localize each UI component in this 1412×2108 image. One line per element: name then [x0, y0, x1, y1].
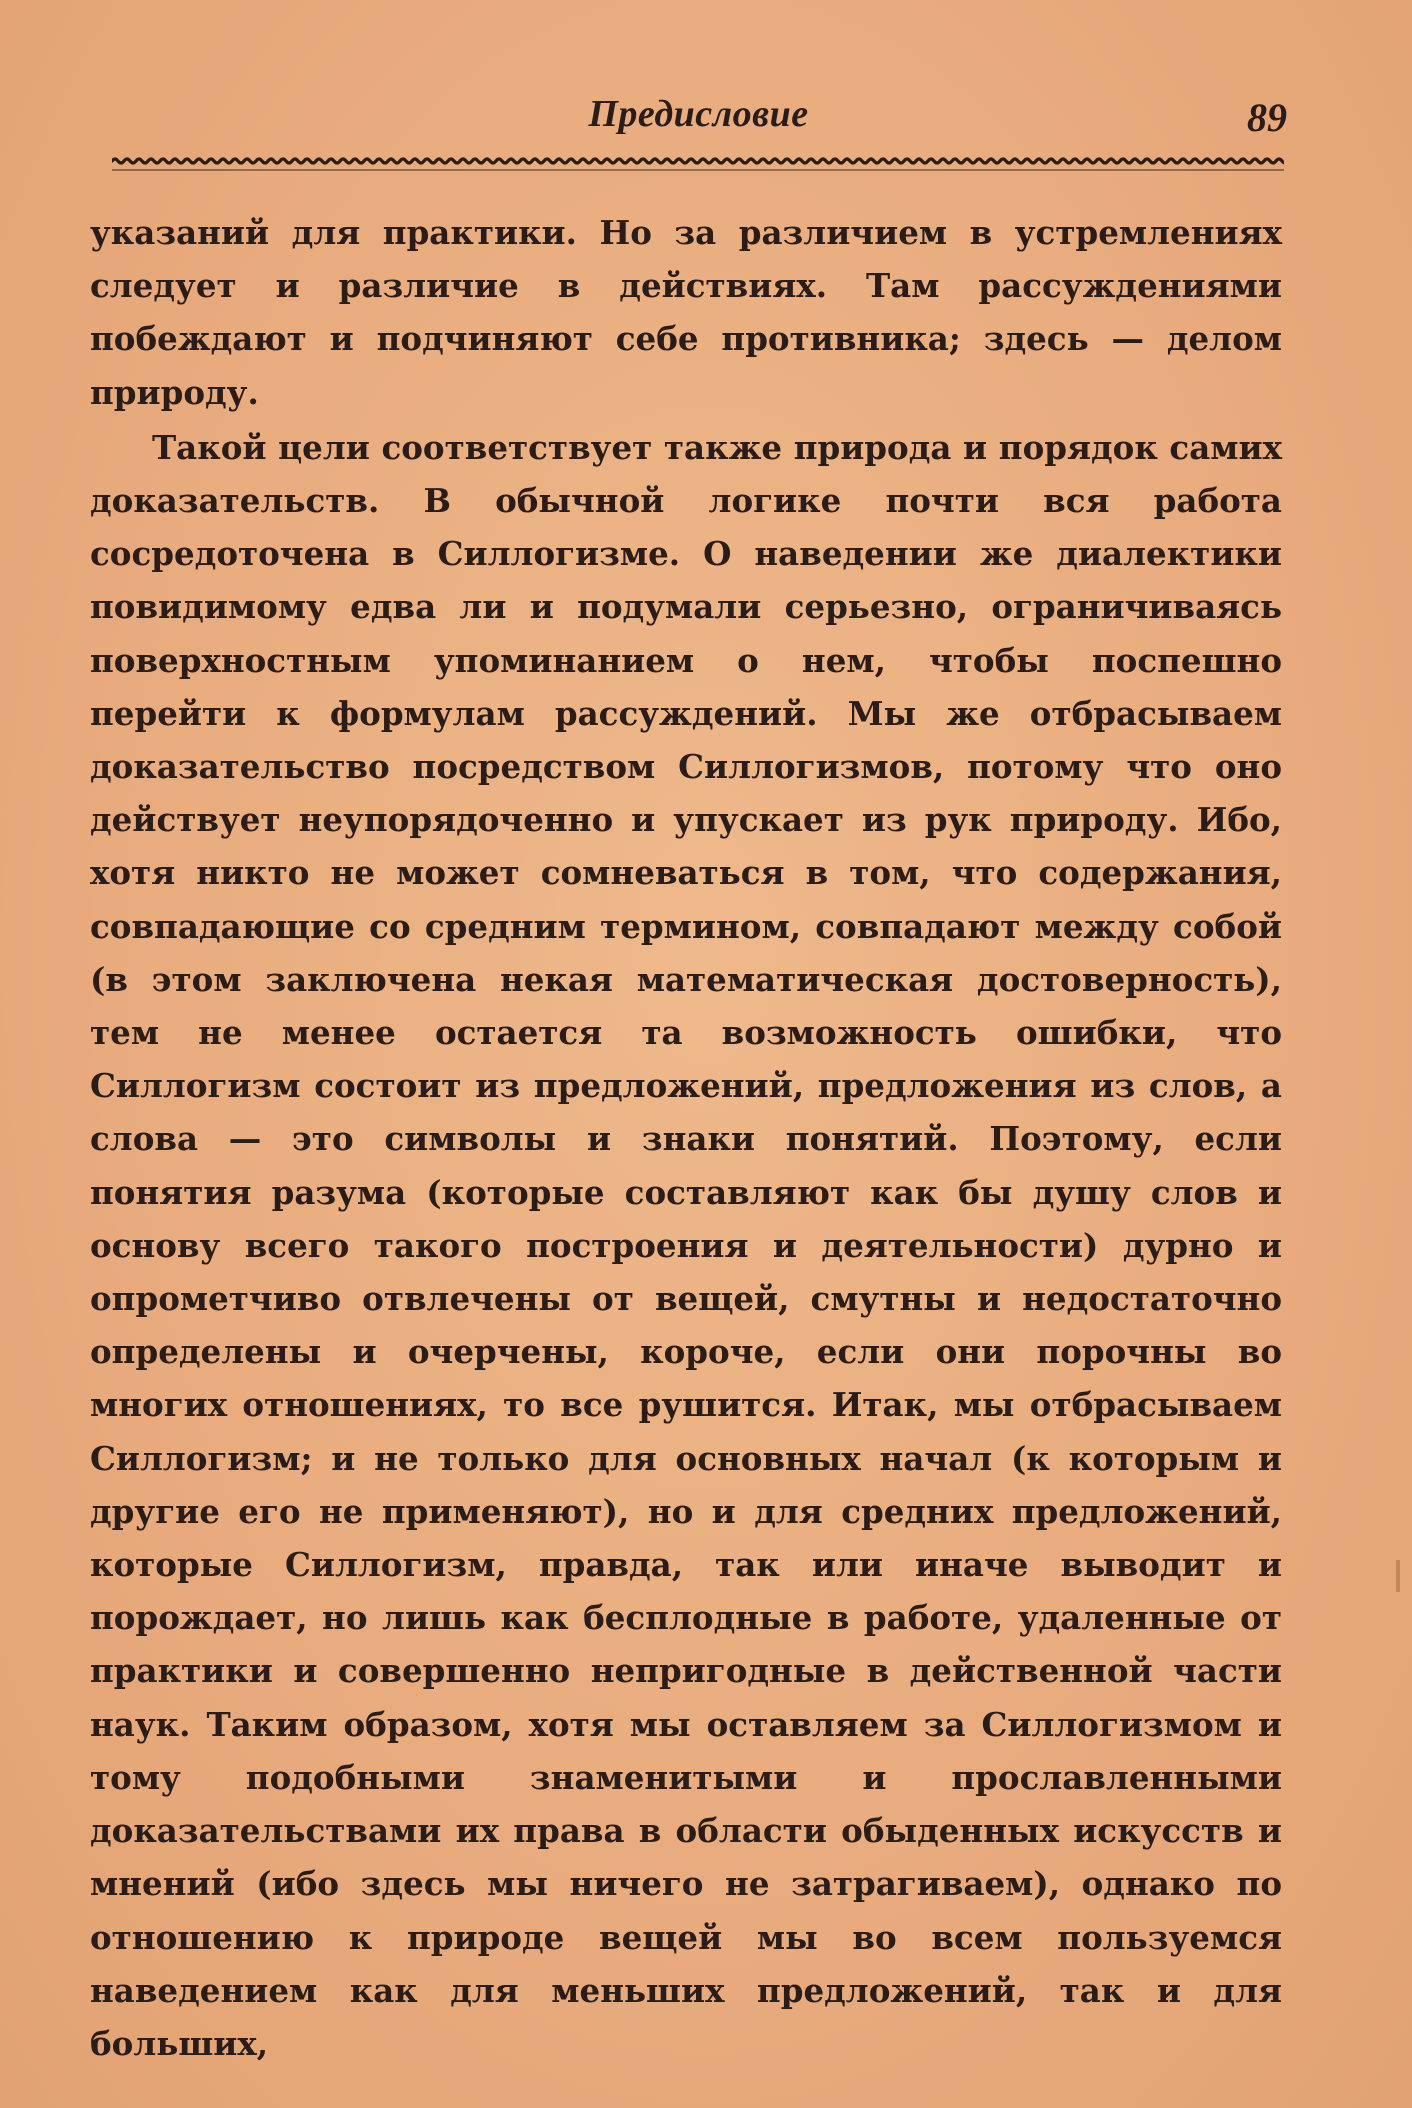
running-head	[110, 92, 1287, 152]
paragraph: Такой цели соответствует также природа и порядок самих доказательств. В обычной логике почти вся работа сосредоточена в Силлогизме. О наведении же диалектики повидимому едва ли и подумали серьезно, ограничиваясь поверхностным упоминанием о нем, чтобы поспешно перейти к формулам рассуждений. Мы же отбрасываем доказательство посредством Силлогизмов, потому что оно действует неупорядоченно и упускает из рук природу. Ибо, хотя никто не может сомневаться в том, что содержания, совпадающие со средним термином, совпадают между собой (в этом заключена некая математическая достоверность), тем не менее остается та возможность ошибки, что Силлогизм состоит из предложений, предложения из слов, а слова — это символы и знаки понятий. Поэтому, если понятия разума (которые составляют как бы душу слов и основу всего такого построения и деятельности) дурно и опрометчиво отвлечены от вещей, смутны и недостаточно определены и очерчены, короче, если они порочны во многих отношениях, то все рушится. Итак, мы отбрасываем Силлогизм; и не только для основных начал (к которым и другие его не применяют), но и для средних предложений, которые Силлогизм, правда, так или иначе выводит и порождает, но лишь как бесплодные в работе, удаленные от практики и совершенно непригодные в действенной части наук. Таким образом, хотя мы оставляем за Силлогизмом и тому подобными знаменитыми и прославленными доказательствами их права в области обыденных искусств и мнений (ибо здесь мы ничего не затрагиваем), однако по отношению к природе вещей мы во всем пользуемся наведением как для меньших предложений, так и для больших,	[90, 427, 1282, 2063]
wavy-rule-ornament	[112, 150, 1284, 172]
ornamental-rule	[112, 150, 1284, 172]
paragraph-continued: указаний для практики. Но за различием в устремлениях следует и различие в действиях. Там рассуждениями побеждают и подчиняют себе противника; здесь — делом природу.	[90, 213, 1282, 412]
margin-mark	[1396, 1560, 1400, 1592]
body-text	[90, 206, 1282, 2070]
page-number: 89	[1247, 95, 1287, 140]
running-title: Предисловие	[588, 93, 809, 135]
